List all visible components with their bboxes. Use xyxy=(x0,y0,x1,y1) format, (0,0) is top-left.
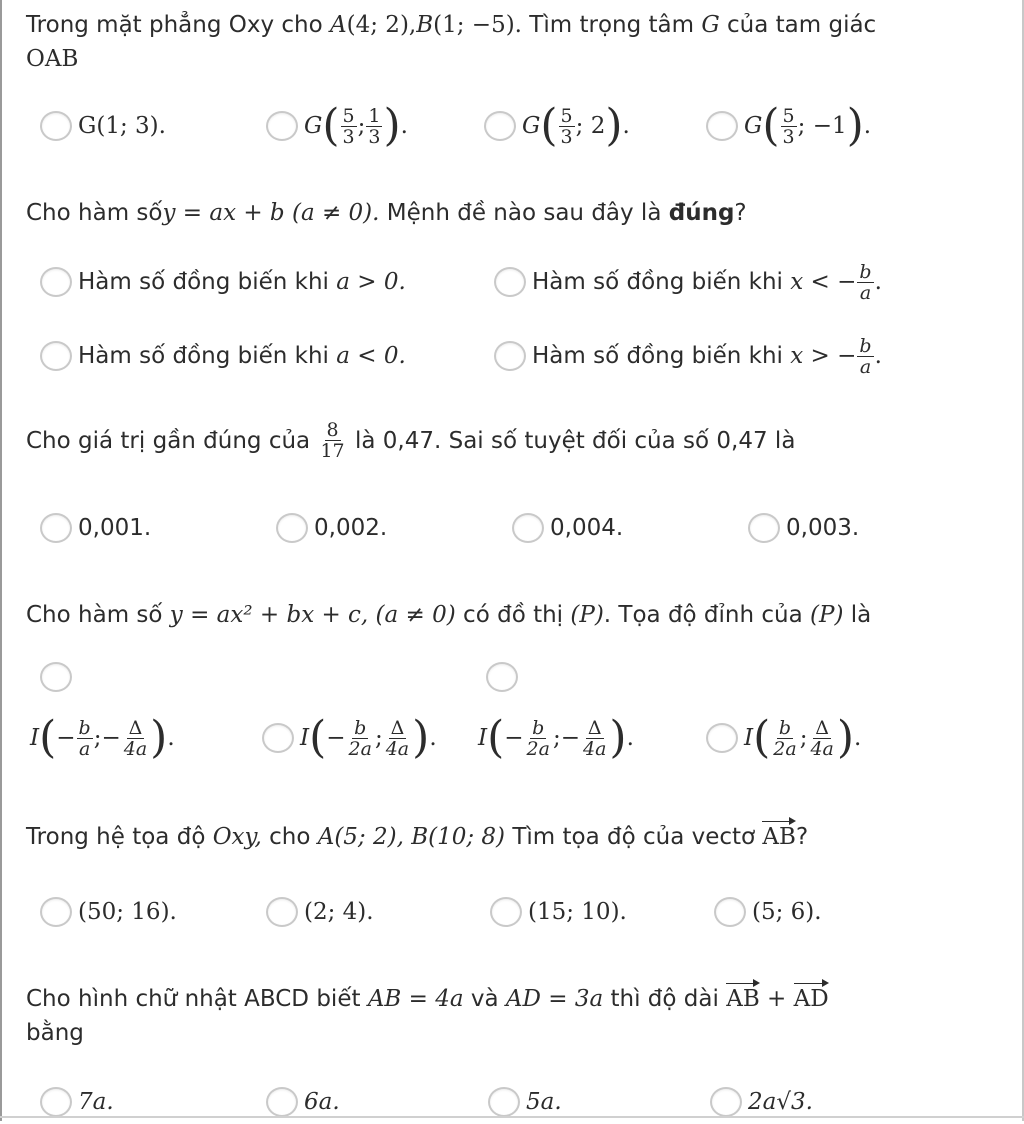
radio-button[interactable] xyxy=(494,341,526,371)
radio-button[interactable] xyxy=(40,341,72,371)
q3-text-b: là 0,47. Sai số tuyệt đối của số 0,47 là xyxy=(354,427,796,454)
question-4-text xyxy=(26,598,966,632)
q2-option-2[interactable]: Hàm số đồng biến khi x < − $\frac{b}{a}$ . xyxy=(494,260,882,304)
option-math: x < − xyxy=(790,269,857,295)
q6-text-d: bằng xyxy=(26,1020,84,1046)
option-label: Hàm số đồng biến khi xyxy=(78,343,329,369)
radio-button[interactable] xyxy=(714,897,746,927)
q1-point-a: A xyxy=(330,12,347,38)
q4-text-c: . Tọa độ đỉnh của xyxy=(603,602,811,628)
fraction: $\frac{\Delta}{4a}$ xyxy=(810,716,834,760)
option-rest: ; 2 xyxy=(575,113,606,139)
radio-button[interactable] xyxy=(266,111,298,141)
option-g: G xyxy=(304,113,323,139)
q2-bold: đúng xyxy=(668,200,735,226)
fraction: $\frac{5}{3}$ xyxy=(560,104,573,148)
q5-text-c: Tìm tọa độ của vectơ xyxy=(505,824,763,850)
radio-button[interactable] xyxy=(748,513,780,543)
q3-option-4[interactable] xyxy=(748,506,859,550)
q5-option-2[interactable] xyxy=(266,890,374,934)
option-label: 6a. xyxy=(304,1089,340,1115)
question-6-text xyxy=(26,982,966,1050)
q4-text-b: có đồ thị xyxy=(455,602,571,628)
radio-button[interactable] xyxy=(484,111,516,141)
option-label: 0,003. xyxy=(786,515,860,541)
q6-text-a: Cho hình chữ nhật ABCD biết xyxy=(26,986,368,1012)
q4-math: y = ax² + bx + c, (a ≠ 0) xyxy=(169,602,456,628)
radio-button[interactable] xyxy=(512,513,544,543)
q2-text-c: ? xyxy=(734,200,747,226)
question-1-text xyxy=(26,8,966,76)
q1-option-2[interactable]: G ( $\frac{5}{3}$ ; $\frac{1}{3}$ ) . xyxy=(266,104,408,148)
q5-text-a: Trong hệ tọa độ xyxy=(26,824,213,850)
option-label: Hàm số đồng biến khi xyxy=(532,269,783,295)
q3-option-1[interactable] xyxy=(40,506,151,550)
q2-text-a: Cho hàm số xyxy=(26,200,163,226)
q1-text-b: Tìm trọng tâm xyxy=(522,12,702,38)
left-border xyxy=(0,0,2,1121)
radio-button[interactable] xyxy=(266,897,298,927)
question-5-text xyxy=(26,820,966,854)
q6-ad: AD = 3a xyxy=(505,986,604,1012)
paren-open: ( xyxy=(322,100,340,151)
radio-button[interactable] xyxy=(266,1087,298,1117)
radio-button[interactable] xyxy=(706,111,738,141)
option-label: G(1; 3). xyxy=(78,113,166,139)
q4-option-3[interactable]: I ( − $\frac{b}{2a}$ ; − $\frac{\Delta}{4a}$ ) . xyxy=(478,712,634,763)
q2-option-4[interactable]: Hàm số đồng biến khi x > − $\frac{b}{a}$ . xyxy=(494,334,882,378)
q1-option-3[interactable]: G ( $\frac{5}{3}$ ; 2 ) . xyxy=(484,104,630,148)
q2-option-1[interactable] xyxy=(40,260,406,304)
option-math: x > − xyxy=(790,343,857,369)
q1-text-c: của tam giác xyxy=(719,12,877,38)
q1-text-a: Trong mặt phẳng Oxy cho xyxy=(26,12,331,38)
radio-button[interactable] xyxy=(40,267,72,297)
option-rest: ; −1 xyxy=(797,113,847,139)
option-i: I xyxy=(478,725,488,751)
radio-button[interactable] xyxy=(40,111,72,141)
radio-button[interactable] xyxy=(494,267,526,297)
option-g: G xyxy=(522,113,541,139)
option-math: a > 0. xyxy=(336,269,406,295)
fraction: $\frac{\Delta}{4a}$ xyxy=(123,716,148,760)
fraction: $\frac{b}{a}$ xyxy=(78,716,91,760)
option-i: I xyxy=(30,725,40,751)
radio-button[interactable] xyxy=(710,1087,742,1117)
q4-text-a: Cho hàm số xyxy=(26,602,170,628)
option-label: (50; 16). xyxy=(78,899,177,925)
radio-button[interactable] xyxy=(706,723,738,753)
q4-option-3-radio[interactable] xyxy=(486,662,518,692)
q6-plus: + xyxy=(759,986,794,1012)
option-label: Hàm số đồng biến khi xyxy=(78,269,329,295)
fraction: $\frac{\Delta}{4a}$ xyxy=(583,716,607,760)
q4-p: (P) xyxy=(810,602,844,628)
option-label: 5a. xyxy=(526,1089,562,1115)
option-label: Hàm số đồng biến khi xyxy=(532,343,783,369)
q4-option-2[interactable]: I ( − $\frac{b}{2a}$ ; $\frac{\Delta}{4a}$ ) . xyxy=(262,716,437,760)
option-label: (5; 6). xyxy=(752,899,822,925)
q5-oxy: Oxy, xyxy=(212,824,262,850)
radio-button[interactable] xyxy=(262,723,294,753)
q4-option-4[interactable]: I ( $\frac{b}{2a}$ ; $\frac{\Delta}{4a}$ ) . xyxy=(706,716,861,760)
q5-text-b: cho xyxy=(261,824,318,850)
q1-point-b: B xyxy=(416,12,434,38)
fraction: $\frac{5}{3}$ xyxy=(782,104,795,148)
q5-text-d: ? xyxy=(795,824,809,850)
q3-option-2[interactable] xyxy=(276,506,387,550)
radio-button[interactable] xyxy=(40,1087,72,1117)
q6-vector-ab: AB xyxy=(726,982,760,1016)
option-math: a < 0. xyxy=(336,343,406,369)
paren-close: ) xyxy=(383,100,401,151)
fraction: $\frac{8}{17}$ xyxy=(320,419,345,462)
q5-option-3[interactable] xyxy=(490,890,627,934)
q4-text-d: là xyxy=(843,602,872,628)
q5-option-4[interactable] xyxy=(714,890,822,934)
q4-p: (P) xyxy=(570,602,604,628)
radio-button[interactable] xyxy=(488,1087,520,1117)
question-2-text xyxy=(26,196,966,230)
question-3-text xyxy=(26,420,966,461)
q6-text-b: và xyxy=(463,986,506,1012)
option-label: (15; 10). xyxy=(528,899,627,925)
fraction: $\frac{b}{2a}$ xyxy=(526,716,550,760)
fraction: $\frac{5}{3}$ xyxy=(342,104,355,148)
fraction: $\frac{b}{2a}$ xyxy=(773,716,797,760)
fraction: $\frac{b}{2a}$ xyxy=(348,716,372,760)
q6-text-c: thì độ dài xyxy=(603,986,727,1012)
q6-ab: AB = 4a xyxy=(367,986,464,1012)
option-i: I xyxy=(744,725,754,751)
q2-text-b: Mệnh đề nào sau đây là xyxy=(379,200,669,226)
q3-option-3[interactable] xyxy=(512,506,623,550)
q4-option-1[interactable]: I ( − $\frac{b}{a}$ ; − $\frac{\Delta}{4a}$ ) . xyxy=(30,712,175,763)
radio-button[interactable] xyxy=(490,897,522,927)
option-label: 7a. xyxy=(78,1089,114,1115)
q1-point-a-coords: (4; 2), xyxy=(346,12,417,38)
q3-text-a: Cho giá trị gần đúng của xyxy=(26,427,311,454)
option-i: I xyxy=(300,725,310,751)
q1-g: G xyxy=(701,12,720,38)
bottom-divider xyxy=(0,1116,1024,1118)
q5-points: A(5; 2), B(10; 8) xyxy=(317,824,506,850)
radio-button[interactable] xyxy=(40,513,72,543)
q6-vector-ad: AD xyxy=(794,982,829,1016)
fraction: $\frac{b}{a}$ xyxy=(859,260,872,304)
radio-button[interactable] xyxy=(276,513,308,543)
q2-math: y = ax + b (a ≠ 0). xyxy=(162,200,380,226)
option-label: 0,004. xyxy=(550,515,624,541)
option-label: 0,002. xyxy=(314,515,388,541)
option-g: G xyxy=(744,113,763,139)
q1-text-d: OAB xyxy=(26,46,79,72)
radio-button[interactable] xyxy=(40,897,72,927)
q5-option-1[interactable] xyxy=(40,890,177,934)
fraction: $\frac{1}{3}$ xyxy=(368,104,381,148)
q1-point-b-coords: (1; −5). xyxy=(433,12,522,38)
q2-option-3[interactable] xyxy=(40,334,406,378)
fraction: $\frac{\Delta}{4a}$ xyxy=(385,716,410,760)
q5-vector-ab: AB xyxy=(762,820,796,854)
q1-option-1[interactable] xyxy=(40,104,166,148)
option-label: (2; 4). xyxy=(304,899,374,925)
q1-option-4[interactable]: G ( $\frac{5}{3}$ ; −1 ) . xyxy=(706,104,871,148)
option-label: 2a√3. xyxy=(748,1089,813,1115)
option-label: 0,001. xyxy=(78,515,152,541)
fraction: $\frac{b}{a}$ xyxy=(859,334,872,378)
q4-option-1-radio[interactable] xyxy=(40,662,72,692)
